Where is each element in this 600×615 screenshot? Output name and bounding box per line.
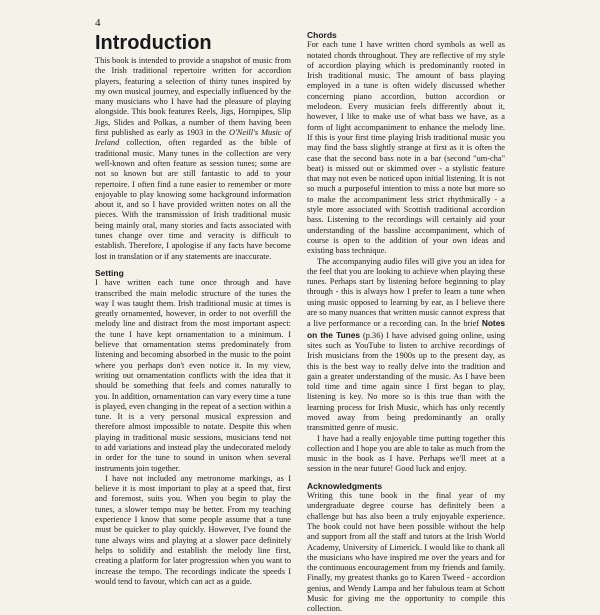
setting-heading: Setting (95, 267, 124, 278)
page-number: 4 (95, 17, 101, 29)
page-title: Introduction (95, 32, 212, 54)
acknowledgments-paragraph: Writing this tune book in the final year of my undergraduate degree course has definitely been a challenge but has also been a truly enjoyable experience. The book could not have been possible without the help and support from all the staff and tutors at the Irish World Academy, University of Limerick. I would like to thank all the musicians who have inspired me over the years and for the continuous encouragement from my friends and family. Finally, my greatest thanks go to Karen Tweed - accordion genius, and Wendy Lampa and her fabulous team at Schott Music for giving me the opportunity to compile this collection. (307, 491, 505, 614)
chords-paragraph-1: For each tune I have written chord symbols as well as notated chords throughout. They are reflective of my style of accordion playing which is predominantly rooted in Irish traditional music. The amount of bass playing employed in a tune is often widely discussed whether concerning piano accordion, button accordion or melodeon. Every musician feels differently about it, however, I like to make use of what bass we have, as a form of light accompaniment to enhance the melody line. If this is your first time playing Irish traditional music you may find the bass slightly strange at first as it is often the case that the second bass note in a bar (second "um-cha" beat) is missed out or skimmed over - a stylistic feature that may not even be noticed upon initial listening. It is not so much a purposeful intention to miss a note but more so to make the accompaniment less strict rhythmically - a style more associated with Scottish traditional accordion bass. Listening to the recordings will certainly aid your understanding of the bassline accompaniment, which of course is open to the addition of your own ideas and existing bass technique. (307, 40, 505, 256)
notes-on-tunes-ref: Notes on the Tunes (307, 318, 505, 340)
intro-paragraph (95, 56, 291, 262)
chords-text: The accompanying audio files will give you an idea for the feel that you are looking to achieve when playing these tunes. Perhaps start by listening before beginning to play through - this is always how I prefer to learn a tune when using music opposed to learning by ear, as I believe there are so many nuances that written music cannot express that a live performance or a recording can. In the brief (307, 256, 505, 329)
chords-paragraph-3: I have had a really enjoyable time putting together this collection and I hope you are able to take as much from the music in the book as I have. Perhaps we'll meet at a session in the near future! Good luck and enjoy. (307, 433, 505, 474)
right-column (307, 30, 505, 615)
intro-text-end: collection, often regarded as the bible of traditional music. Many tunes in the collection are very well-known and often feature as session tunes; some are not so known but are still fantastic to add to your repertoire. I often find a tune easier to remember or more enjoyable to play knowing some background information about it, and so I have provided written notes on all the pieces. With the transmission of Irish traditional music being mainly oral, many stories and facts associated with tunes change over time and veracity is difficult to establish. Therefore, I apologise if any facts have become lost in translation or if any statements are inaccurate. (95, 138, 291, 261)
setting-paragraph-1: I have written each tune once through and have transcribed the main melodic structure of the tunes the way I was taught them. Irish traditional music at times is greatly ornamented, however, in order to not overfill the melody line and distract from the most important aspect: the tune I have kept ornamentation to a minimum. I believe that ornamentation stems predominately from listening and becoming absorbed in the music to the point where you perhaps don't even notice it. In my view, writing out ornamentation conflicts with the idea that it should be something that feels and comes naturally to you. In addition, ornamentation can vary every time a tune is played, even changing in the repeat of a section within a tune. It is a very personal musical expression and therefore almost impossible to notate. Despite this when playing in traditional music sessions, musicians tend not to add variations and instead play the undecorated melody in order for the tune to sound in unison when several instruments join together. (95, 278, 291, 473)
intro-italic-title: O'Neill's Music of Ireland (95, 128, 291, 148)
acknowledgments-heading: Acknowledgments (307, 480, 383, 491)
chords-heading: Chords (307, 30, 337, 40)
chords-text-end: (p.36) I have advised going online, using sites such as YouTube to listen to archive recordings of Irish musicians from the 1900s up to the present day, as this is the best way to really delve into the tradition and gain a greater understanding of the music. As I have been told time and time again since I first began to play, listening is key. No more so is this true than with the learning process for Irish Music, which has only recently moved away from being predominantly an orally transmitted genre of music. (307, 330, 506, 433)
setting-paragraph-2: I have not included any metronome markings, as I believe it is most important to play at a speed that, first and foremost, suits you. When you begin to play the tunes, a slower tempo may be better. From my teaching experience I know that some people assume that a tune must be quicker to play quickly. However, I've found the tune always wins and playing at a slower pace definitely helps to solidify and establish the melody line first, creating a platform for later progression when you want to increase the tempo. The recordings indicate the speeds I would tend to favour, which can act as a guide. (95, 473, 291, 586)
left-column (95, 32, 291, 587)
chords-paragraph-2 (307, 257, 505, 434)
intro-text: This book is intended to provide a snapshot of music from the Irish traditional repertoire written for accordion players, featuring a selection of thirty tunes inspired by my own musical journey, and especially influenced by the many musicians who I have had the pleasure of playing alongside. This book features Reels, Jigs, Hornpipes, Slip Jigs, Slides and Polkas, a number of them having been first published as early as 1903 in the (95, 56, 291, 138)
